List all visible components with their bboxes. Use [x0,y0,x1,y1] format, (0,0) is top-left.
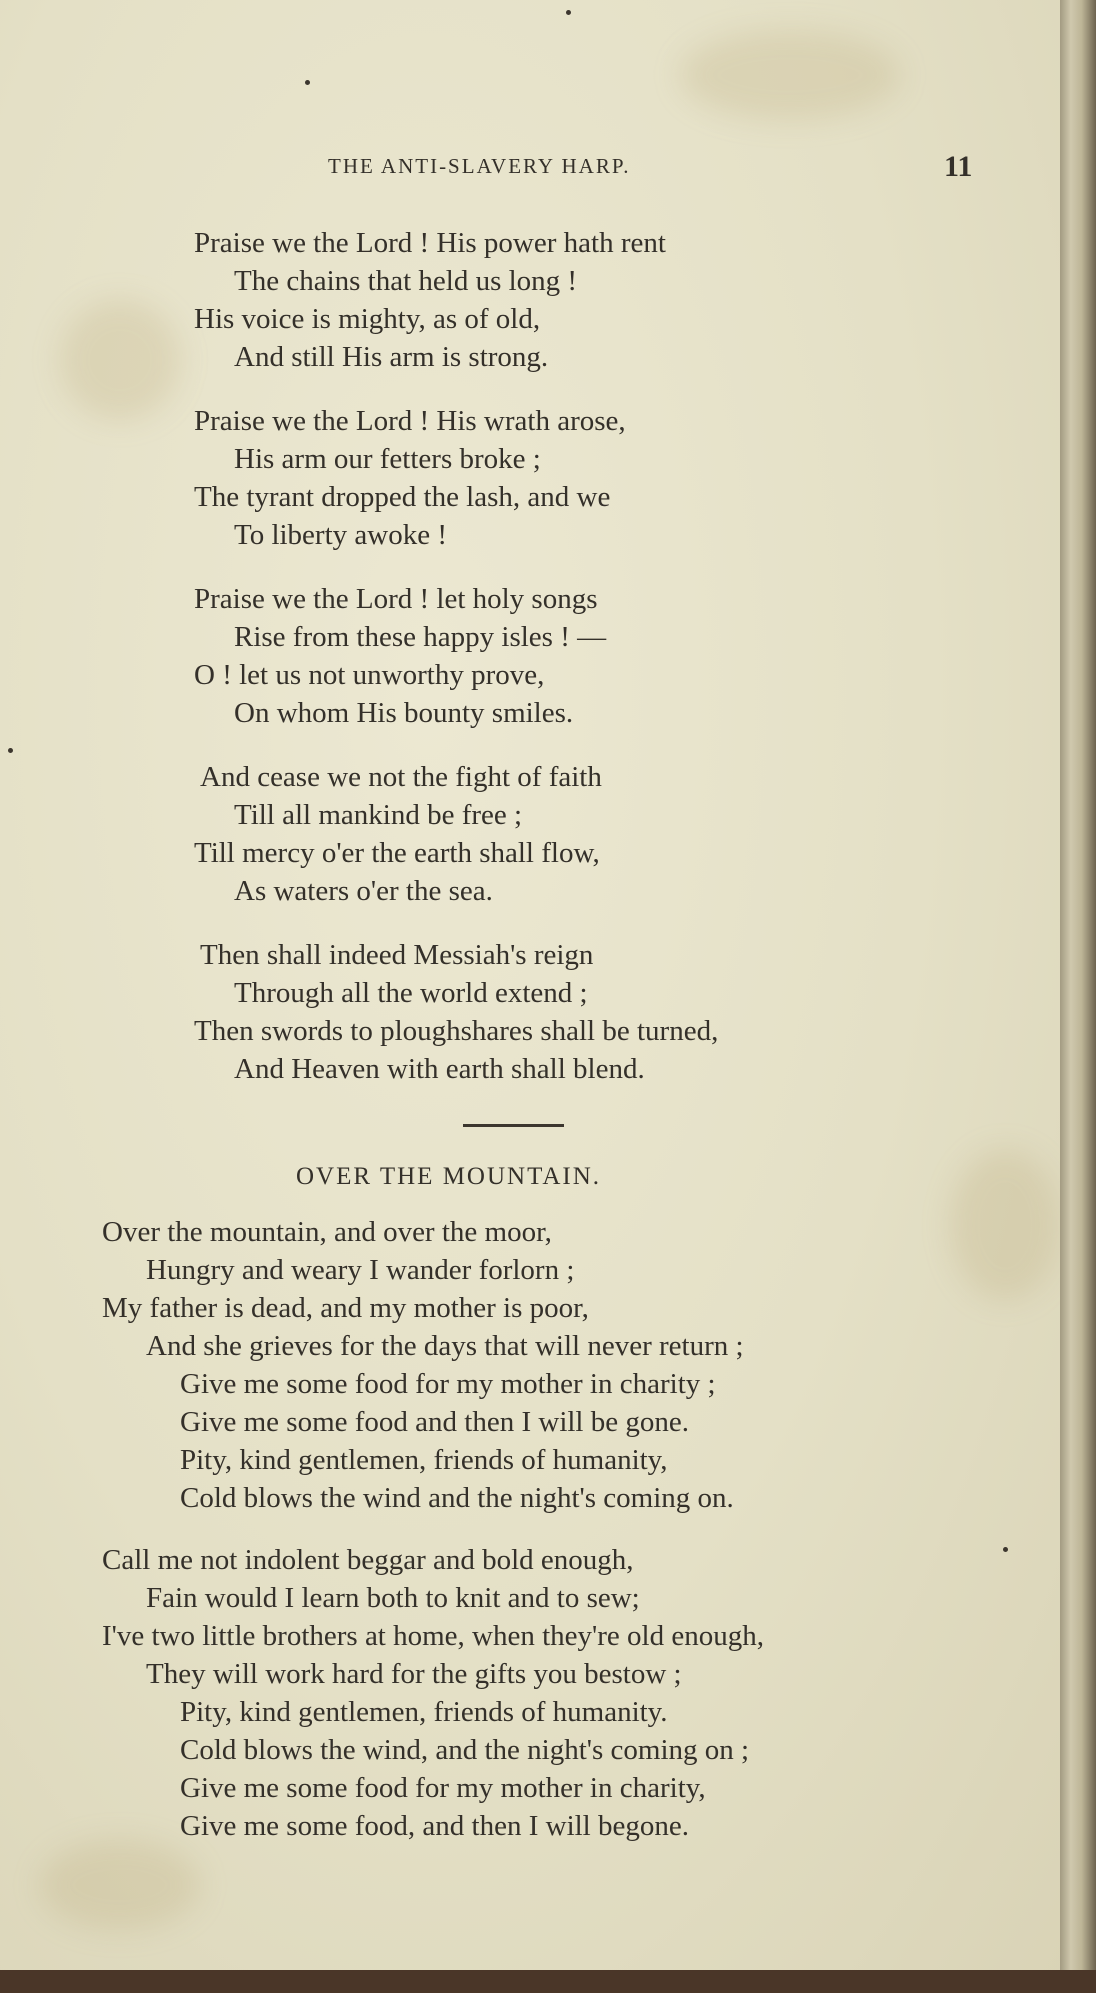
poem-line: As waters o'er the sea. [234,875,493,907]
poem-line: His arm our fetters broke ; [234,443,541,475]
poem-line: Give me some food and then I will be gone. [180,1406,689,1438]
poem-line: Fain would I learn both to knit and to sew; [146,1582,640,1614]
song-title: OVER THE MOUNTAIN. [296,1163,602,1190]
poem-line: Pity, kind gentlemen, friends of humanity. [180,1696,668,1728]
poem-line: To liberty awoke ! [234,519,447,551]
poem-line: The chains that held us long ! [234,265,578,297]
poem-line: On whom His bounty smiles. [234,697,574,729]
page-stain [950,1150,1060,1300]
ink-speck [305,80,310,85]
poem-line: The tyrant dropped the lash, and we [194,481,611,513]
poem-line: His voice is mighty, as of old, [194,303,541,335]
poem-line: And cease we not the fight of faith [200,761,602,793]
poem-line: And she grieves for the days that will never return ; [146,1330,744,1362]
poem-line: They will work hard for the gifts you bestow ; [146,1658,682,1690]
poem-line: Through all the world extend ; [234,977,588,1009]
poem-line: O ! let us not unworthy prove, [194,659,545,691]
poem-line: Till mercy o'er the earth shall flow, [194,837,600,869]
poem-line: Give me some food, and then I will begone. [180,1810,689,1842]
page-stain [680,30,900,120]
poem-line: Cold blows the wind, and the night's coming on ; [180,1734,750,1766]
poem-line: Cold blows the wind and the night's coming on. [180,1482,734,1514]
section-divider [463,1124,564,1127]
page-number: 11 [944,150,973,183]
poem-line: Call me not indolent beggar and bold enough, [102,1544,634,1576]
page-stain [40,1840,200,1930]
poem-line: And Heaven with earth shall blend. [234,1053,645,1085]
poem-line: Then swords to ploughshares shall be turned, [194,1015,719,1047]
page-header [0,150,1068,190]
running-title: THE ANTI-SLAVERY HARP. [328,154,631,178]
page-stain [60,300,180,420]
poem-line: Pity, kind gentlemen, friends of humanity, [180,1444,668,1476]
poem-line: Rise from these happy isles ! — [234,621,607,653]
poem-line: I've two little brothers at home, when they're old enough, [102,1620,764,1652]
poem-line: Till all mankind be free ; [234,799,523,831]
poem-line: Over the mountain, and over the moor, [102,1216,552,1248]
ink-speck [566,10,571,15]
poem-line: My father is dead, and my mother is poor, [102,1292,589,1324]
poem-line: Praise we the Lord ! His wrath arose, [194,405,626,437]
poem-line: Give me some food for my mother in charity ; [180,1368,716,1400]
ink-speck [1003,1547,1008,1552]
book-cover-edge [0,1970,1096,1993]
page-edge [1060,0,1096,1993]
poem-line: Hungry and weary I wander forlorn ; [146,1254,575,1286]
poem-line: And still His arm is strong. [234,341,549,373]
poem-line: Praise we the Lord ! His power hath rent [194,227,666,259]
poem-line: Give me some food for my mother in charity, [180,1772,706,1804]
ink-speck [8,748,13,753]
poem-line: Then shall indeed Messiah's reign [200,939,594,971]
poem-line: Praise we the Lord ! let holy songs [194,583,598,615]
